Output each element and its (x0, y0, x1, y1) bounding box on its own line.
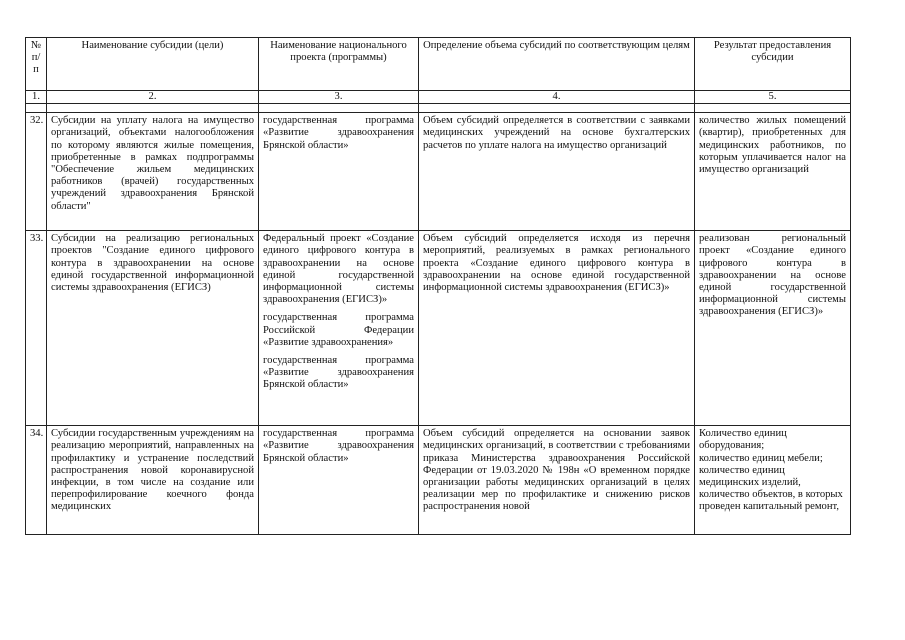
table-row (26, 113, 851, 231)
row-number: 34. (26, 426, 47, 535)
subsidy-table (25, 37, 851, 535)
volume-definition: Объем субсидий определяется в соответствии с заявками медицинских учреждений на основе бухгалтерских расчетов по уплате налога на имущество организаций (419, 113, 695, 231)
column-number: 3. (259, 91, 419, 104)
spacer-row (26, 104, 851, 113)
row-number: 33. (26, 231, 47, 426)
row-number: 32. (26, 113, 47, 231)
result-list (695, 426, 851, 535)
result-line: Количество единиц оборудования; (699, 428, 787, 452)
table-row (26, 231, 851, 426)
result-line: количество единиц мебели; (699, 452, 823, 464)
result-line: количество единиц медицинских изделий, (699, 464, 801, 489)
subsidy-name: Субсидии государственным учреждениям на реализацию мероприятий, направленных на профилактику и устранение последствий распространения новой коронавирусной инфекции, в том числе на создание или перепрофилирование коечного фонда медицинских (47, 426, 259, 535)
subsidy-name: Субсидии на реализацию региональных проектов "Создание единого цифрового контура в здравоохранении на основе единой государственной информационной системы здравоохранения (ЕГИСЗ) (47, 231, 259, 426)
column-number: 1. (26, 91, 47, 104)
program-name: государственная программа Российской Федерации «Развитие здравоохранения» (263, 312, 414, 348)
header-subsidy-name: Наименование субсидии (цели) (47, 38, 259, 91)
program-list (259, 231, 419, 426)
column-numbers-row (26, 91, 851, 104)
header-national-project: Наименование национального проекта (программы) (259, 38, 419, 91)
table-header-row (26, 38, 851, 91)
subsidy-name: Субсидии на уплату налога на имущество организаций, объектами налогообложения по которому являются жилые помещения, приобретенные в рамках подпрограммы "Обеспечение жильем медицинских работников (врачей) государственных учреждений здравоохранения Брянской области" (47, 113, 259, 231)
table-row (26, 426, 851, 535)
column-number: 5. (695, 91, 851, 104)
program-name: государственная программа «Развитие здравоохранения Брянской области» (263, 355, 414, 391)
program-name: государственная программа «Развитие здравоохранения Брянской области» (259, 426, 419, 535)
program-name: государственная программа «Развитие здравоохранения Брянской области» (259, 113, 419, 231)
volume-definition: Объем субсидий определяется исходя из перечня мероприятий, реализуемых в рамках регионального проекта «Создание единого цифрового контура в здравоохранении на основе единой государственной информационной системы здравоохранения (ЕГИСЗ)» (419, 231, 695, 426)
header-volume-definition: Определение объема субсидий по соответствующим целям (419, 38, 695, 91)
header-result: Результат предоставления субсидии (695, 38, 851, 91)
header-number: № п/п (26, 38, 47, 91)
result-text: количество жилых помещений (квартир), приобретенных для медицинских работников, по которым уплачивается налог на имущество организаций (695, 113, 851, 231)
column-number: 2. (47, 91, 259, 104)
result-line: количество объектов, в которых проведен капитальный ремонт, (699, 489, 843, 513)
column-number: 4. (419, 91, 695, 104)
program-name: Федеральный проект «Создание единого цифрового контура в здравоохранении на основе единой государственной информационной системы здравоохранения (ЕГИСЗ)» (263, 233, 414, 306)
volume-definition: Объем субсидий определяется на основании заявок медицинских организаций, в соответствии с требованиями приказа Министерства здравоохранения Российской Федерации от 19.03.2020 № 198н «О временном порядке организации работы медицинских организаций в целях реализации мер по профилактике и снижению рисков распространения новой (419, 426, 695, 535)
result-text: реализован региональный проект «Создание единого цифрового контура в здравоохранении на основе единой государственной информационной системы здравоохранения (ЕГИСЗ)» (695, 231, 851, 426)
